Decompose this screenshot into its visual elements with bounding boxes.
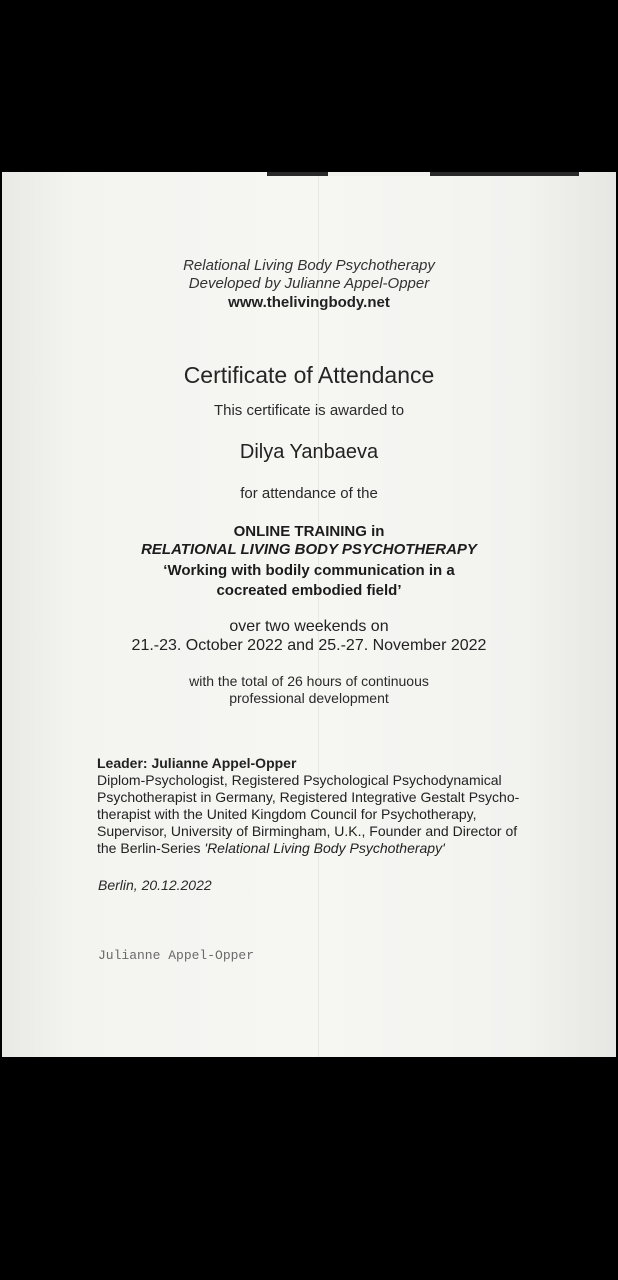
- leader-credentials-line1: Diplom-Psychologist, Registered Psychological Psychodynamical: [97, 772, 502, 788]
- leader-block: [97, 755, 567, 857]
- training-program: RELATIONAL LIVING BODY PSYCHOTHERAPY: [141, 541, 477, 558]
- organization-developer: Developed by Julianne Appel-Opper: [188, 275, 430, 292]
- hours-line1: with the total of 26 hours of continuous: [189, 673, 429, 689]
- leader-credentials-line5: [97, 840, 567, 857]
- organization-name: Relational Living Body Psychotherapy: [183, 257, 435, 274]
- leader-name: Leader: Julianne Appel-Opper: [97, 755, 297, 771]
- attendance-label: for attendance of the: [240, 485, 378, 502]
- training-subtitle-line1: ‘Working with bodily communication in a: [163, 562, 455, 579]
- weekends-label: over two weekends on: [229, 618, 389, 635]
- certificate-title: Certificate of Attendance: [183, 362, 435, 388]
- leader-credentials-line2: Psychotherapist in Germany, Registered Integrative Gestalt Psycho-: [97, 789, 520, 805]
- signature: Julianne Appel-Opper: [98, 948, 255, 963]
- hours-line2: professional development: [229, 690, 389, 706]
- leader-credentials-line3: therapist with the United Kingdom Council for Psychotherapy,: [97, 806, 477, 822]
- training-type: ONLINE TRAINING in: [233, 523, 385, 540]
- leader-series-prefix: the Berlin-Series: [97, 840, 205, 856]
- leader-series-title: 'Relational Living Body Psychotherapy': [204, 840, 445, 856]
- training-dates: 21.-23. October 2022 and 25.-27. November 2022: [131, 637, 487, 654]
- awarded-to-label: This certificate is awarded to: [213, 402, 405, 419]
- recipient-name: Dilya Yanbaeva: [239, 441, 379, 463]
- background-strip-gap: [328, 172, 430, 176]
- organization-website: www.thelivingbody.net: [228, 294, 390, 311]
- leader-credentials-line4: Supervisor, University of Birmingham, U.K., Founder and Director of: [97, 823, 518, 839]
- training-subtitle-line2: cocreated embodied field’: [216, 582, 402, 599]
- certificate-document: [2, 172, 616, 1057]
- place-date: Berlin, 20.12.2022: [98, 877, 212, 893]
